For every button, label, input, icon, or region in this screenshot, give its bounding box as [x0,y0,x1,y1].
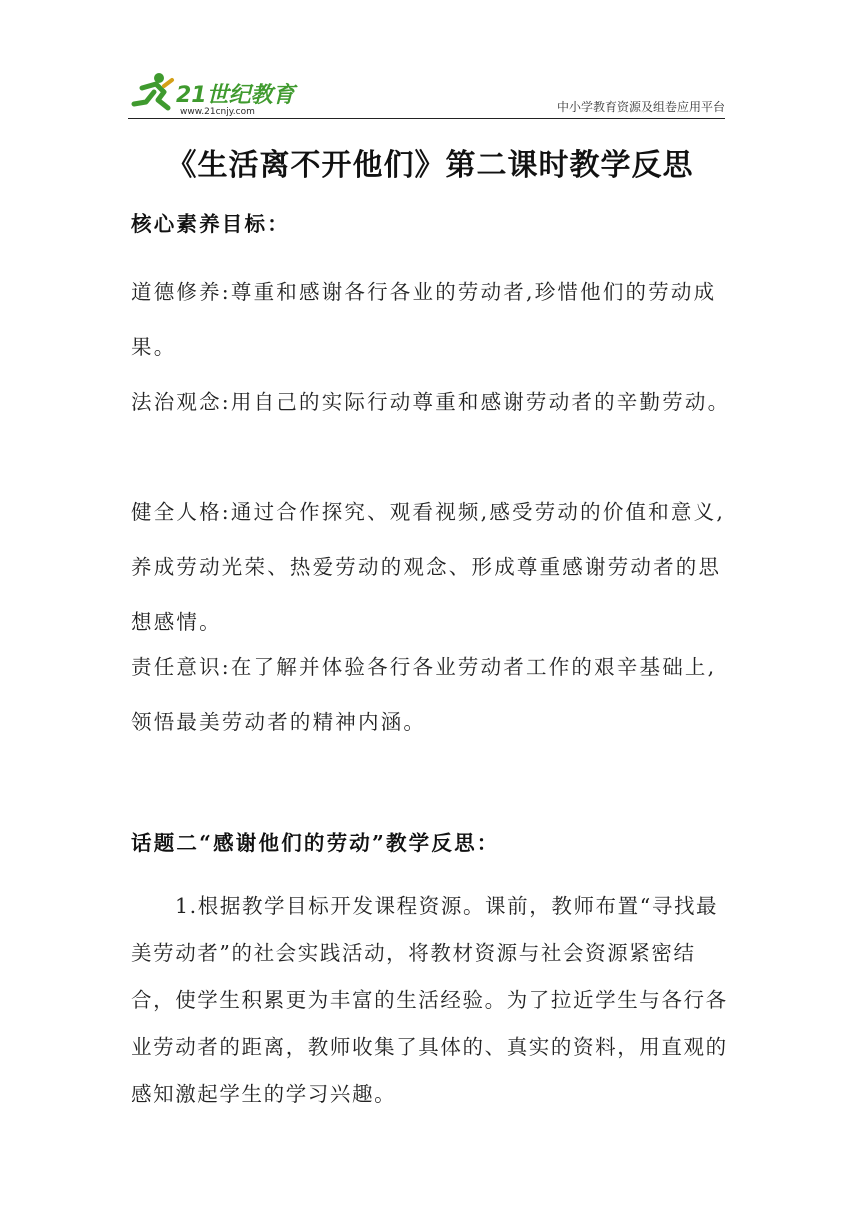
objective-law: 法治观念:用自己的实际行动尊重和感谢劳动者的辛勤劳动。 [131,390,731,414]
logo-url: www.21cnjy.com [180,107,255,116]
section1-heading: 核心素养目标： [131,212,290,236]
objective-responsibility: 责任意识:在了解并体验各行各业劳动者工作的艰辛基础上,领悟最美劳动者的精神内涵。 [131,655,717,734]
reflection-paragraph: 1.根据教学目标开发课程资源。课前，教师布置“寻找最美劳动者”的社会实践活动，将教材资源与社会资源紧密结合，使学生积累更为丰富的生活经验。为了拉近学生与各行各业劳动者的距离，教师收集了具体的、真实的资料，用直观的感知激起学生的学习兴趣。 [131,894,728,1106]
section2-heading: 话题二“感谢他们的劳动”教学反思： [131,831,500,855]
platform-label: 中小学教育资源及组卷应用平台 [556,100,725,114]
runner-icon [134,73,172,108]
logo [128,70,308,116]
page-title: 《生活离不开他们》第二课时教学反思 [166,148,694,183]
page-header [128,66,725,119]
objective-personality: 健全人格:通过合作探究、观看视频,感受劳动的价值和意义,养成劳动光荣、热爱劳动的观念、形成尊重感谢劳动者的思想感情。 [131,500,726,634]
logo-text: 21世纪教育 [176,83,295,108]
objective-moral: 道德修养:尊重和感谢各行各业的劳动者,珍惜他们的劳动成果。 [131,280,717,359]
